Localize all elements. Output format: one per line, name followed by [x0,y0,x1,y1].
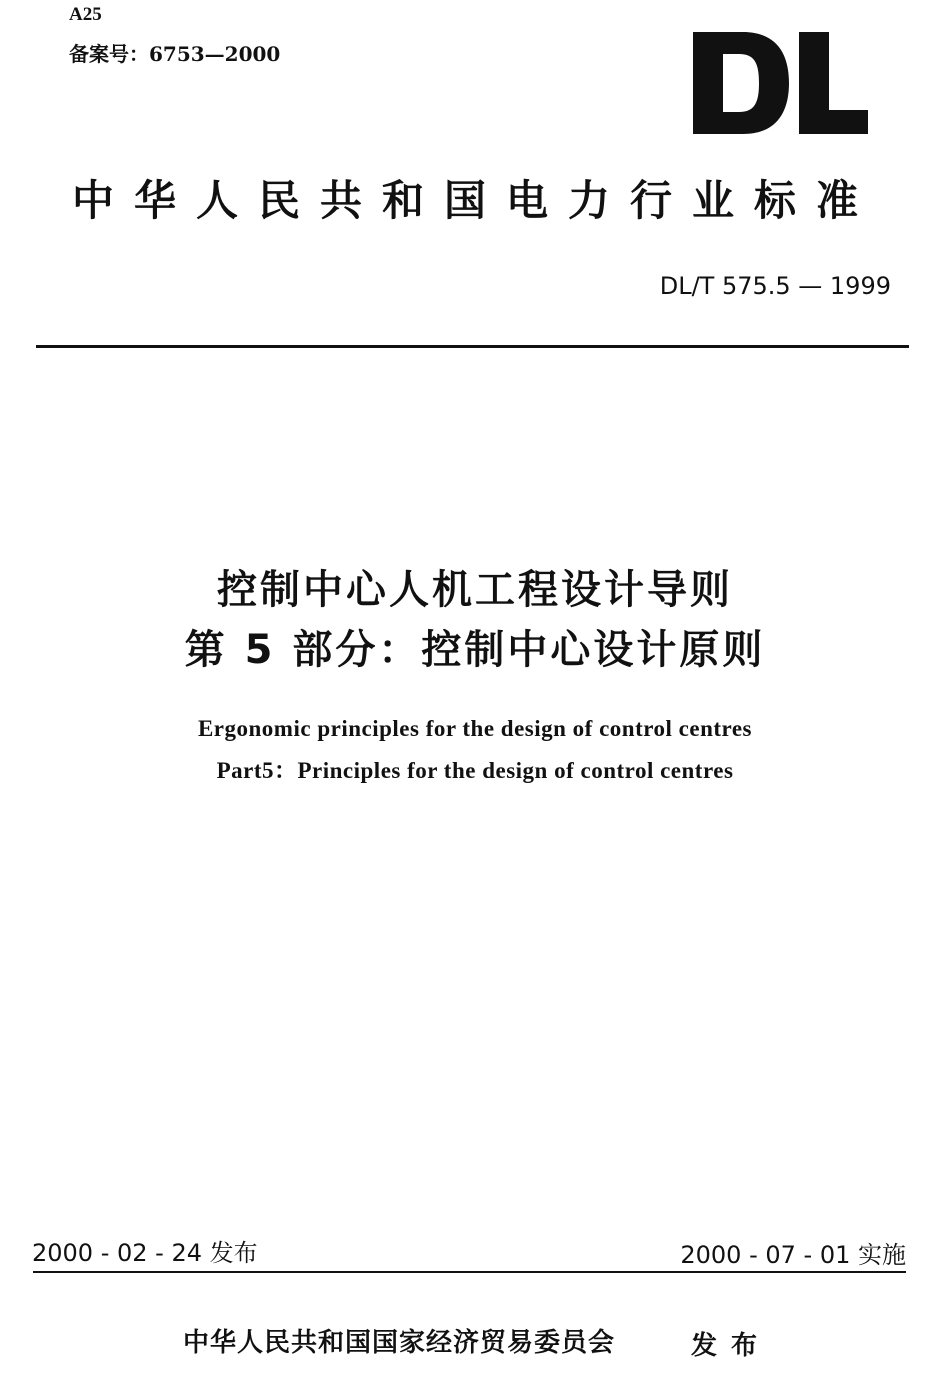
dl-logo [693,32,868,134]
issue-date: 2000 - 02 - 24 发布 [32,1239,258,1267]
standard-category-title: 中华人民共和国电力行业标准 [71,176,878,225]
effective-date: 2000 - 07 - 01 实施 [680,1241,906,1269]
classification-code: A25 [69,4,102,25]
publish-label: 发布 [691,1331,772,1361]
bottom-divider [33,1271,906,1273]
title-cn-line2: 第 5 部分：控制中心设计原则 [184,627,766,673]
record-number: 备案号：6753—2000 [69,42,281,66]
title-en-line2: Part5：Principles for the design of control centres [216,758,734,783]
top-divider [36,345,909,348]
standard-code: DL/T 575.5 — 1999 [659,272,891,300]
publisher-name: 中华人民共和国国家经济贸易委员会 [183,1328,616,1358]
title-cn-line1: 控制中心人机工程设计导则 [217,567,733,613]
title-en-line1: Ergonomic principles for the design of control centres [197,716,753,741]
